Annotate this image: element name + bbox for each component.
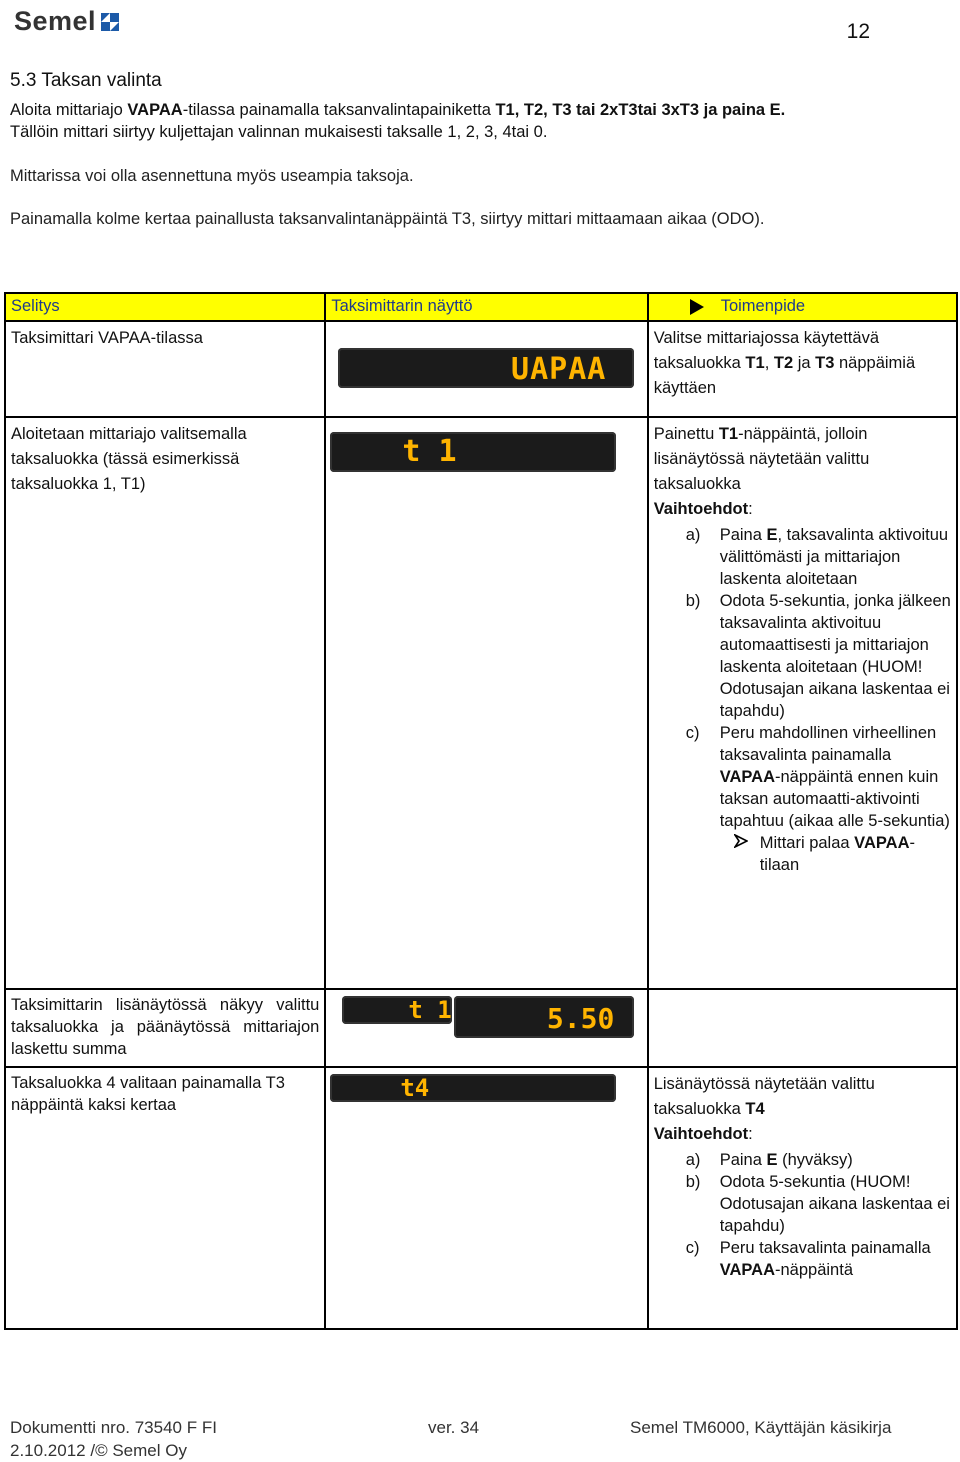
logo-diamond-icon [99,11,121,33]
options-label [654,497,951,522]
text: Aloita mittariajo [10,101,128,119]
list-marker: b) [685,592,701,610]
intro-paragraph-2: Tällöin mittari siirtyy kuljettajan valinnan mukaisesti taksalle 1, 2, 3, 4tai 0. [10,123,548,141]
text-bold: Vaihtoehdot [653,500,749,518]
text: , [764,354,774,372]
action-text [654,1072,951,1122]
text-bold: T1, T2, T3 tai 2xT3tai 3xT3 ja paina E. [495,101,786,119]
play-arrow-icon [689,299,705,315]
row-action-empty [649,990,956,994]
text: Lisänäytössä näytetään valittu taksaluokka [653,1075,875,1118]
header-label: Taksimittarin näyttö [331,297,473,315]
header-cell-action [648,293,957,321]
text-bold: E [766,526,778,544]
list-text [720,1237,951,1281]
row3-action-cell [648,989,957,1067]
intro-paragraph-1 [10,100,785,120]
options-list [654,524,951,832]
table-header-row [5,293,957,321]
list-text [720,1149,853,1171]
row3-display-cell [325,989,647,1067]
header-label: Toimenpide [720,297,806,315]
row4-desc-cell [5,1067,325,1329]
list-item [654,524,951,590]
text: -näppäintä [775,1261,853,1279]
list-item [654,1237,951,1281]
row-description: Taksaluokka 4 valitaan painamalla T3 näppäintä kaksi kertaa [11,1074,285,1114]
meter-display [338,348,634,388]
list-text: Odota 5-sekuntia, jonka jälkeen taksavalinta aktivoituu automaattisesti ja mittariajon laskenta aloitetaan (HUOM! Odotusajan aikana laskentaa ei tapahdu) [719,592,951,720]
row1-display-cell [325,321,647,417]
text-bold: T1 [745,354,765,372]
display-text: t4 [400,1074,430,1102]
text-bold: Vaihtoehdot [653,1125,749,1143]
display-text: 5.50 [546,1002,615,1035]
list-marker: a) [685,526,701,544]
row-action [649,418,956,876]
text: : [748,1125,753,1143]
text: Peru taksavalinta painamalla [719,1239,931,1257]
footer-version: ver. 34 [428,1418,480,1437]
meter-main-display [454,996,634,1038]
text-bold: VAPAA [719,1261,776,1279]
text: Painettu [653,425,719,443]
text-bold: T2 [773,354,794,372]
text-bold: VAPAA [127,101,183,119]
row4-display-cell [325,1067,647,1329]
header-action-wrap [649,294,956,316]
arrowhead-bullet-icon [734,834,748,848]
options-label [654,1122,951,1147]
text: Peru mahdollinen virheellinen taksavalinta painamalla [719,724,937,764]
row-description: Taksimittari VAPAA-tilassa [11,329,203,347]
sub-bullet-text [760,832,951,876]
row1-desc-cell [5,321,325,417]
footer-manual-title: Semel TM6000, Käyttäjän käsikirja [630,1418,892,1437]
list-item [654,722,951,832]
text-bold: VAPAA [854,834,910,852]
table-row [5,321,957,417]
text-bold: E [766,1151,778,1169]
text: , taksavalinta aktivoituu välittömästi ja mittariajon laskenta aloitetaan [719,526,949,588]
table-row [5,417,957,989]
display-text: t 1 [402,434,457,469]
text-bold: T3 [815,354,835,372]
text: -näppäintä, jolloin lisänäytössä näytetään valittu taksaluokka [653,425,870,493]
intro-paragraph-3: Mittarissa voi olla asennettuna myös useampia taksoja. [10,167,414,185]
list-item [654,590,951,722]
header-label: Selitys [11,297,60,315]
intro-paragraph-4: Painamalla kolme kertaa painallusta taksanvalintanäppäintä T3, siirtyy mittari mittaamaan aikaa (ODO). [10,210,765,228]
meter-display [330,1074,616,1102]
header-cell-description [5,293,325,321]
sub-bullet [654,832,951,876]
footer-document-number: Dokumentti nro. 73540 F FI [10,1418,217,1437]
list-marker: c) [685,724,700,742]
list-marker: c) [685,1239,700,1257]
list-marker: a) [685,1151,701,1169]
text: (hyväksy) [777,1151,853,1169]
text: ja [793,354,816,372]
meter-secondary-display [342,996,452,1024]
text-bold: T1 [718,425,739,443]
row1-action-cell [648,321,957,417]
text-bold: T4 [745,1100,765,1118]
list-text [720,722,951,832]
text: näppäimiä käyttäen [653,354,916,397]
text-bold: VAPAA [719,768,776,786]
list-item [654,1171,951,1237]
table-row [5,989,957,1067]
section-title: 5.3 Taksan valinta [10,70,162,91]
text: : [748,500,753,518]
row-action [649,322,956,401]
options-list [654,1149,951,1281]
list-text [720,524,951,590]
logo-text: Semel [14,6,97,36]
display-text: UAPAA [511,352,607,387]
tariff-selection-table [4,292,958,1330]
arrowhead-bullet-icon [734,832,760,876]
row-description: Aloitetaan mittariajo valitsemalla taksaluokka (tässä esimerkissä taksaluokka 1, T1) [11,425,247,493]
row3-desc-cell [5,989,325,1067]
page-number: 12 [846,20,870,43]
row4-action-cell [648,1067,957,1329]
row2-display-cell [325,417,647,989]
table-row [5,1067,957,1329]
company-logo [14,6,121,37]
row2-action-cell [648,417,957,989]
text: Mittari palaa [759,834,855,852]
text: Paina [719,526,767,544]
list-text: Odota 5-sekuntia (HUOM! Odotusajan aikana laskentaa ei tapahdu) [719,1173,950,1235]
text: -näppäintä ennen kuin taksan automaatti-aktivointi tapahtuu (aikaa alle 5-sekuntia) [719,768,950,830]
display-text: t 1 [408,996,452,1024]
row2-desc-cell [5,417,325,989]
text: -tilaan [759,834,915,874]
footer-date-copyright: 2.10.2012 /© Semel Oy [10,1441,187,1460]
row-action [649,1068,956,1281]
text: -tilassa painamalla taksanvalintapainiketta [182,101,496,119]
action-text [654,422,951,497]
header-cell-display [325,293,647,321]
text: Paina [719,1151,767,1169]
meter-display [330,432,616,472]
row-description: Taksimittarin lisänäytössä näkyy valittu taksaluokka ja päänäytössä mittariajon laskettu summa [11,996,320,1058]
list-marker: b) [685,1173,701,1191]
list-item [654,1149,951,1171]
text: Valitse mittariajossa käytettävä taksaluokka [653,329,879,372]
